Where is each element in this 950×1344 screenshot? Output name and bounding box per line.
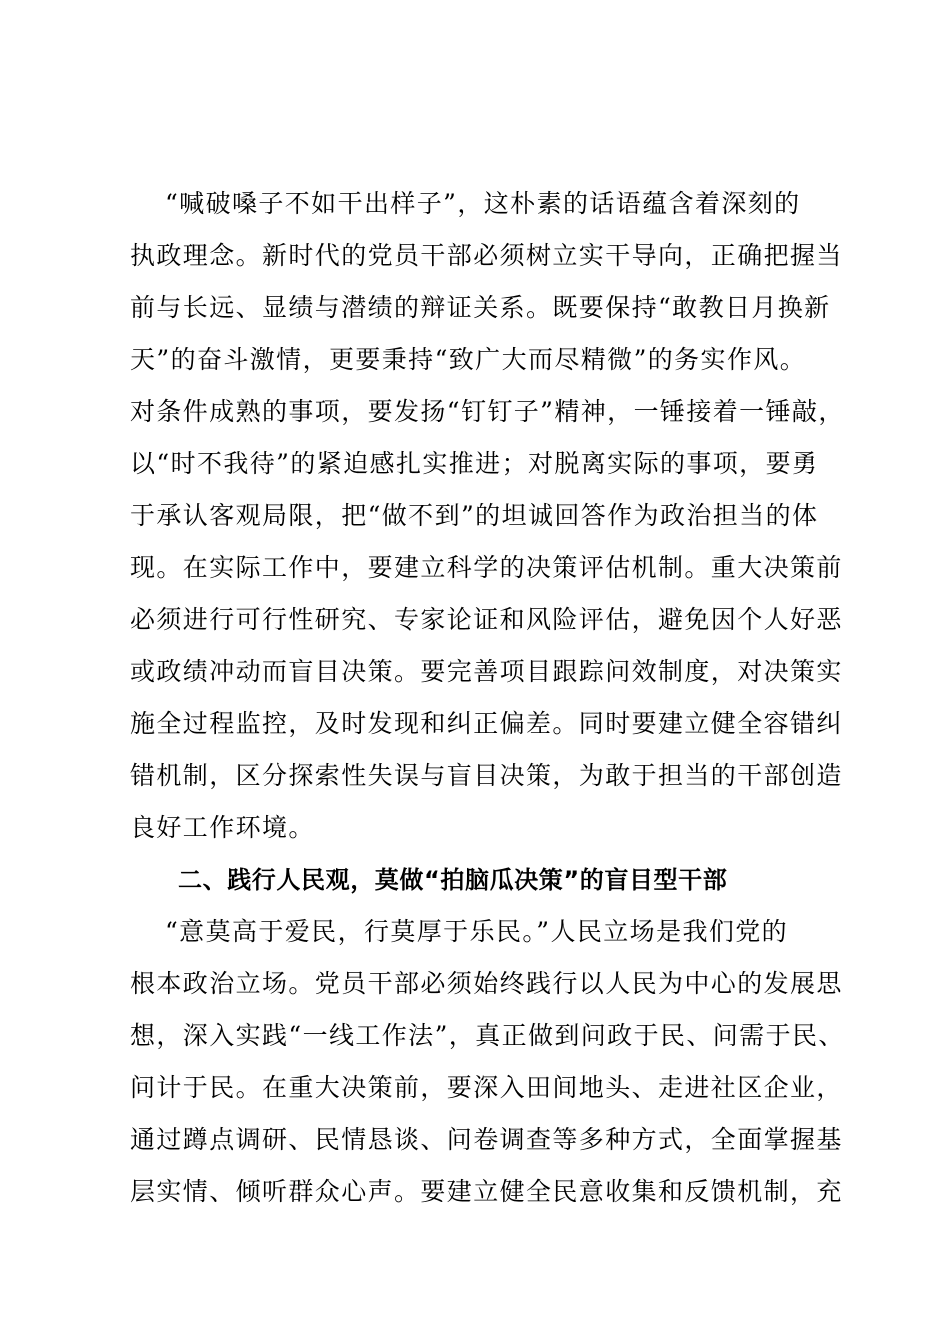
paragraph-1-line-13: 良好工作环境。 bbox=[130, 813, 315, 842]
paragraph-1-line-7: 于承认客观局限，把“做不到”的坦诚回答作为政治担当的体 bbox=[130, 501, 819, 530]
paragraph-1-line-2: 执政理念。新时代的党员干部必须树立实干导向，正确把握当 bbox=[130, 241, 843, 270]
paragraph-2-line-3: 想，深入实践“一线工作法”，真正做到问政于民、问需于民、 bbox=[130, 1021, 845, 1050]
paragraph-1-line-1: “喊破嗓子不如干出样子”，这朴素的话语蕴含着深刻的 bbox=[165, 189, 801, 218]
paragraph-2-line-6: 层实情、倾听群众心声。要建立健全民意收集和反馈机制，充 bbox=[130, 1177, 843, 1206]
paragraph-1-line-12: 错机制，区分探索性失误与盲目决策，为敢于担当的干部创造 bbox=[130, 761, 843, 790]
paragraph-2-line-4: 问计于民。在重大决策前，要深入田间地头、走进社区企业， bbox=[130, 1073, 843, 1102]
paragraph-1-line-6: 以“时不我待”的紧迫感扎实推进；对脱离实际的事项，要勇 bbox=[130, 449, 819, 478]
paragraph-1-line-8: 现。在实际工作中，要建立科学的决策评估机制。重大决策前 bbox=[130, 553, 843, 582]
paragraph-1-line-4: 天”的奋斗激情，更要秉持“致广大而尽精微”的务实作风。 bbox=[130, 345, 807, 374]
paragraph-2-line-1: “意莫高于爱民，行莫厚于乐民。”人民立场是我们党的 bbox=[165, 917, 789, 946]
section-heading-2: 二、践行人民观，莫做“拍脑瓜决策”的盲目型干部 bbox=[178, 866, 728, 894]
paragraph-1-line-11: 施全过程监控，及时发现和纠正偏差。同时要建立健全容错纠 bbox=[130, 709, 843, 738]
paragraph-1-line-9: 必须进行可行性研究、专家论证和风险评估，避免因个人好恶 bbox=[130, 605, 843, 634]
paragraph-2-line-2: 根本政治立场。党员干部必须始终践行以人民为中心的发展思 bbox=[130, 969, 843, 998]
paragraph-1-line-3: 前与长远、显绩与潜绩的辩证关系。既要保持“敢教日月换新 bbox=[130, 293, 831, 322]
document-body bbox=[130, 178, 845, 1218]
paragraph-2-line-5: 通过蹲点调研、民情恳谈、问卷调查等多种方式，全面掌握基 bbox=[130, 1125, 843, 1154]
paragraph-1-line-5: 对条件成熟的事项，要发扬“钉钉子”精神，一锤接着一锤敲， bbox=[130, 397, 845, 426]
paragraph-1-line-10: 或政绩冲动而盲目决策。要完善项目跟踪问效制度，对决策实 bbox=[130, 657, 843, 686]
